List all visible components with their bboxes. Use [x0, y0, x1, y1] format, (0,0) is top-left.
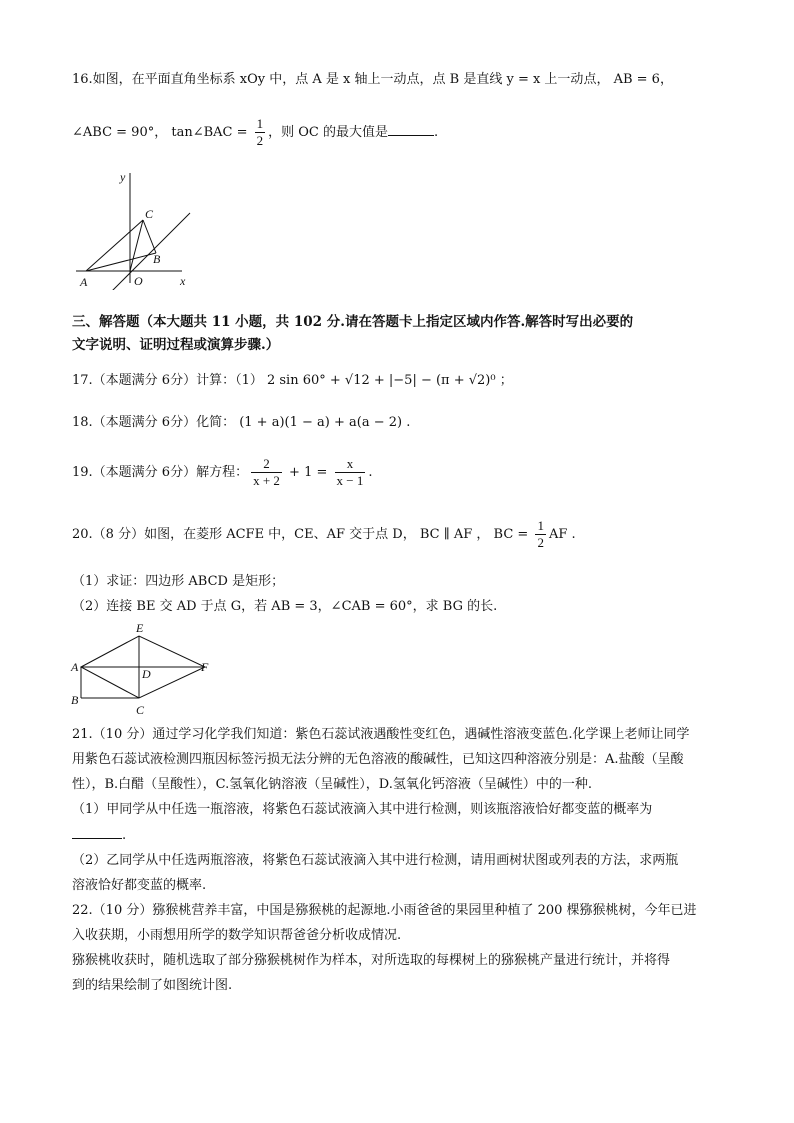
q21-line5-end: . — [122, 828, 127, 843]
q16-line2-end: . — [434, 125, 439, 140]
q20-label-C: C — [136, 703, 145, 717]
q16-line1: 16.如图，在平面直角坐标系 xOy 中，点 A 是 x 轴上一动点，点 B 是直线 y = x 上一动点， AB = 6， — [72, 72, 673, 87]
q21-line7: 溶液恰好都变蓝的概率. — [72, 878, 207, 893]
q20-fraction — [535, 518, 546, 551]
q16-line-y-eq-x — [105, 213, 190, 290]
q22-line2: 入收获期，小雨想用所学的数学知识帮爸爸分析收成情况. — [72, 928, 402, 943]
q16-frac-numerator: 1 — [256, 116, 264, 131]
q21-line1: 21.（10 分）通过学习化学我们知道：紫色石蕊试液遇酸性变红色，遇碱性溶液变蓝色.化学课上老师让同学 — [72, 727, 690, 742]
q16-answer-blank — [388, 123, 434, 136]
q20-label-A: A — [71, 660, 79, 674]
q20-figure — [68, 620, 218, 720]
q20-part2: （2）连接 BE 交 AD 于点 G，若 AB = 3，∠CAB = 60°，求 BG 的长. — [72, 599, 498, 614]
q21-answer-blank — [72, 826, 122, 839]
q20-frac-denominator: 2 — [537, 535, 544, 550]
section3-heading-line2: 文字说明、证明过程或演算步骤.） — [72, 337, 280, 353]
q19-f1-numerator: 2 — [251, 456, 282, 473]
q18-text: 18.（本题满分 6分）化简： (1 + a)(1 − a) + a(a − 2) . — [72, 415, 411, 430]
q19-mid: + 1 = — [284, 465, 332, 480]
q21-line5 — [72, 826, 126, 846]
q20-label-F: F — [201, 660, 209, 674]
q21-line2: 用紫色石蕊试液检测四瓶因标签污损无法分辨的无色溶液的酸碱性，已知这四种溶液分别是：A.盐酸（呈酸 — [72, 752, 684, 767]
q19-f2-numerator: x — [335, 456, 366, 473]
q16-label-C: C — [145, 207, 154, 221]
q19-fraction-1 — [251, 456, 282, 489]
q16-label-y: y — [120, 170, 126, 184]
q16-line2-b: ，则 OC 的最大值是 — [268, 125, 389, 140]
q16-fraction — [255, 116, 266, 149]
q16-frac-denominator: 2 — [256, 133, 264, 148]
q19-end: . — [368, 465, 373, 480]
q16-label-A: A — [80, 275, 88, 289]
q19-fraction-2 — [335, 456, 366, 489]
q17-text: 17.（本题满分 6分）计算：（1） 2 sin 60° + √12 + |−5| − (π + √2)⁰ ； — [72, 373, 513, 388]
q20-line — [72, 518, 576, 551]
q16-seg-BC — [143, 220, 156, 253]
q16-figure — [70, 165, 200, 290]
q22-line4: 到的结果绘制了如图统计图. — [72, 978, 233, 993]
q19-f2-denominator: x − 1 — [336, 473, 364, 488]
q16-label-O: O — [134, 274, 143, 288]
q20-frac-numerator: 1 — [537, 518, 544, 533]
q20-part1: （1）求证：四边形 ABCD 是矩形； — [72, 574, 285, 589]
q20-prefix: 20.（8 分）如图，在菱形 ACFE 中，CE、AF 交于点 D， BC ∥ AF ， BC = — [72, 527, 533, 542]
q19-f1-denominator: x + 2 — [253, 473, 280, 488]
q16-line2-a: ∠ABC = 90°， tan∠BAC = — [72, 125, 252, 140]
q19-prefix: 19.（本题满分 6分）解方程： — [72, 465, 249, 480]
q16-line2 — [72, 116, 438, 149]
q16-seg-OC — [130, 220, 143, 271]
q21-line4: （1）甲同学从中任选一瓶溶液，将紫色石蕊试液滴入其中进行检测，则该瓶溶液恰好都变蓝的概率为 — [72, 802, 653, 817]
q20-suffix: AF . — [548, 527, 576, 542]
q21-line3: 性），B.白醋（呈酸性），C.氢氧化钠溶液（呈碱性），D.氢氧化钙溶液（呈碱性）中的一种. — [72, 777, 593, 792]
section3-heading-line1: 三、解答题（本大题共 11 小题，共 102 分.请在答题卡上指定区域内作答.解答时写出必要的 — [72, 314, 634, 330]
q21-line6: （2）乙同学从中任选两瓶溶液，将紫色石蕊试液滴入其中进行检测，请用画树状图或列表的方法，求两瓶 — [72, 853, 679, 868]
q22-line1: 22.（10 分）猕猴桃营养丰富，中国是猕猴桃的起源地.小雨爸爸的果园里种植了 200 棵猕猴桃树，今年已进 — [72, 903, 697, 918]
q16-label-x: x — [180, 274, 186, 288]
q20-label-B: B — [71, 693, 79, 707]
q19-line — [72, 456, 373, 489]
q16-label-B: B — [153, 252, 161, 266]
q20-label-E: E — [136, 621, 144, 635]
q20-label-D: D — [142, 667, 151, 681]
q22-line3: 猕猴桃收获时，随机选取了部分猕猴桃树作为样本，对所选取的每棵树上的猕猴桃产量进行统计，并将得 — [72, 953, 671, 968]
